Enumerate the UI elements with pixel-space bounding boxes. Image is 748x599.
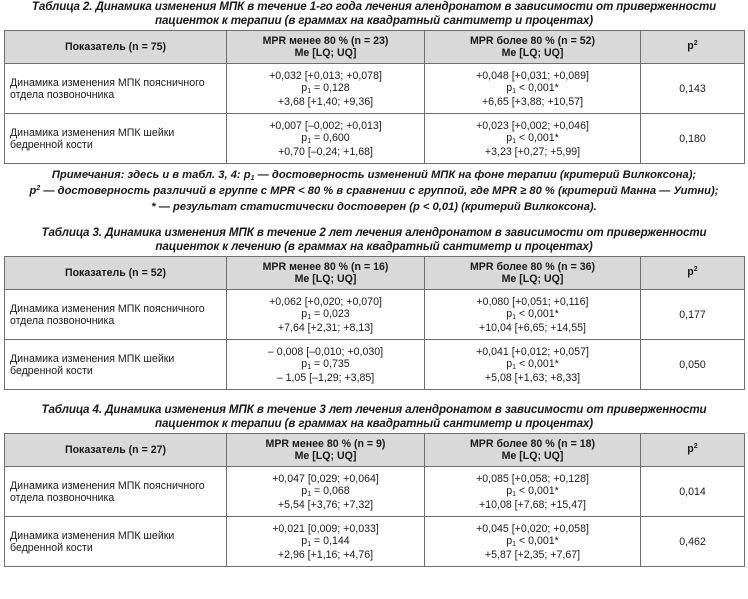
subscript: 1 (250, 175, 255, 182)
table3-header-p2 (641, 257, 745, 290)
p2-cell: 0,462 (641, 517, 745, 567)
subscript: 1 (512, 137, 517, 145)
indicator-line: Динамика изменения МПК шейки (10, 126, 175, 139)
notes-line1-a: Примечания: здесь и в табл. 3, 4: p (51, 169, 251, 181)
table2 (4, 30, 745, 164)
table3-header-mpr-low (227, 257, 425, 290)
table4-caption-line1: Таблица 4. Динамика изменения МПК в течение 3 лет лечения алендронатом в зависимости от приверженности (41, 403, 707, 416)
mpr-low-cell (227, 517, 425, 567)
p-label: p (506, 357, 513, 370)
percent-value: +3,23 [+0,27; +5,99] (484, 145, 581, 158)
table3 (4, 256, 745, 390)
percent-value: – 1,05 [–1,29; +3,85] (276, 371, 375, 384)
table2-header-mpr-high (425, 31, 641, 64)
percent-value: +10,04 [+6,65; +14,55] (479, 321, 586, 334)
table3-header-mpr-high (425, 257, 641, 290)
p-label: p (301, 357, 308, 370)
mpr-low-cell (227, 467, 425, 517)
mpr-low-cell (227, 340, 425, 390)
p-label: p (506, 307, 513, 320)
p-label: p (687, 443, 694, 455)
indicator-line: бедренной кости (10, 364, 93, 377)
table2-header-p2 (641, 31, 745, 64)
indicator-line: Динамика изменения МПК поясничного (10, 76, 205, 89)
notes-line1 (4, 168, 744, 184)
table4-header-indicator: Показатель (n = 27) (5, 434, 227, 467)
mpr-high-cell (425, 340, 641, 390)
indicator-cell (5, 290, 227, 340)
mpr-high-cell (425, 467, 641, 517)
indicator-line: отдела позвоночника (10, 88, 115, 101)
mpr-low-cell (227, 114, 425, 164)
table-notes (4, 168, 744, 214)
notes-line2 (4, 184, 744, 200)
header-line: MPR менее 80 % (n = 16) (262, 261, 389, 273)
table2-caption-line1: Таблица 2. Динамика изменения МПК в течение 1-го года лечения алендронатом в зависимости от приверженности (31, 0, 717, 13)
superscript: 2 (693, 266, 698, 273)
header-line: Me [LQ; UQ] (294, 450, 357, 462)
p1-value (232, 485, 419, 499)
subscript: 1 (307, 540, 312, 548)
subscript: 1 (512, 363, 517, 371)
table2-caption (6, 0, 742, 28)
notes-line2-b: — достоверность различий в группе с MPR < 80 % в сравнении с группой, где MPR ≥ 80 % (критерий Манна — Уитни); (40, 185, 719, 197)
indicator-line: бедренной кости (10, 138, 93, 151)
median-value: +0,047 [0,029; +0,064] (272, 472, 379, 485)
p-number: < 0,001* (516, 484, 559, 497)
indicator-cell (5, 64, 227, 114)
header-line: Me [LQ; UQ] (294, 47, 357, 59)
p-label: p (301, 81, 308, 94)
p-label: p (506, 131, 513, 144)
median-value: +0,062 [+0,020; +0,070] (269, 295, 382, 308)
p-label: p (506, 81, 513, 94)
table-row (5, 64, 745, 114)
table4 (4, 433, 745, 567)
table4-header-p2 (641, 434, 745, 467)
mpr-low-cell (227, 64, 425, 114)
subscript: 1 (307, 363, 312, 371)
mpr-low-cell (227, 290, 425, 340)
p1-value (430, 132, 635, 146)
median-value: +0,085 [+0,058; +0,128] (476, 472, 589, 485)
indicator-line: бедренной кости (10, 541, 93, 554)
p-number: < 0,001* (516, 307, 559, 320)
p2-cell: 0,177 (641, 290, 745, 340)
header-line: Me [LQ; UQ] (501, 273, 564, 285)
table4-header-row (5, 434, 745, 467)
mpr-high-cell (425, 114, 641, 164)
p1-value (430, 535, 635, 549)
median-value: +0,045 [+0,020; +0,058] (476, 522, 589, 535)
percent-value: +10,08 [+7,68; +15,47] (479, 498, 586, 511)
median-value: +0,023 [+0,002; +0,046] (476, 119, 589, 132)
p-label: p (687, 266, 694, 278)
superscript: 2 (693, 40, 698, 47)
percent-value: +5,87 [+2,35; +7,67] (484, 548, 581, 561)
table3-caption-line1: Таблица 3. Динамика изменения МПК в течение 2 лет лечения алендронатом в зависимости от приверженности (41, 226, 707, 239)
median-value: +0,041 [+0,012; +0,057] (476, 345, 589, 358)
header-line: MPR менее 80 % (n = 9) (265, 438, 386, 450)
percent-value: +5,54 [+3,76; +7,32] (277, 498, 374, 511)
indicator-line: Динамика изменения МПК поясничного (10, 302, 205, 315)
table3-header-indicator: Показатель (n = 52) (5, 257, 227, 290)
p-label: p (506, 534, 513, 547)
median-value: +0,032 [+0,013; +0,078] (269, 69, 382, 82)
p2-cell: 0,143 (641, 64, 745, 114)
subscript: 1 (512, 540, 517, 548)
header-line: Me [LQ; UQ] (501, 47, 564, 59)
percent-value: +0,70 [–0,24; +1,68] (278, 145, 373, 158)
header-line: Me [LQ; UQ] (501, 450, 564, 462)
median-value: +0,021 [0,009; +0,033] (272, 522, 379, 535)
subscript: 1 (512, 313, 517, 321)
superscript: 2 (693, 443, 698, 450)
p-number: = 0,128 (311, 81, 350, 94)
percent-value: +3,68 [+1,40; +9,36] (277, 95, 374, 108)
indicator-line: Динамика изменения МПК шейки (10, 529, 175, 542)
p-number: = 0,144 (311, 534, 350, 547)
median-value: – 0,008 [–0,010; +0,030] (267, 345, 384, 358)
p-number: < 0,001* (516, 357, 559, 370)
subscript: 1 (307, 87, 312, 95)
indicator-line: Динамика изменения МПК шейки (10, 352, 175, 365)
indicator-cell (5, 114, 227, 164)
subscript: 1 (307, 313, 312, 321)
median-value: +0,007 [–0,002; +0,013] (269, 119, 382, 132)
median-value: +0,080 [+0,051; +0,116] (476, 295, 589, 308)
indicator-line: Динамика изменения МПК поясничного (10, 479, 205, 492)
p-number: = 0,023 (311, 307, 350, 320)
p-number: < 0,001* (516, 534, 559, 547)
mpr-high-cell (425, 517, 641, 567)
percent-value: +2,96 [+1,16; +4,76] (277, 548, 374, 561)
p1-value (232, 535, 419, 549)
p1-value (430, 82, 635, 96)
indicator-cell (5, 517, 227, 567)
subscript: 1 (512, 490, 517, 498)
p2-cell: 0,180 (641, 114, 745, 164)
subscript: 1 (307, 137, 312, 145)
mpr-high-cell (425, 290, 641, 340)
table3-caption-line2: пациенток к лечению (в граммах на квадратный сантиметр и процентах) (155, 240, 593, 253)
p2-cell: 0,050 (641, 340, 745, 390)
p2-cell: 0,014 (641, 467, 745, 517)
table-row (5, 114, 745, 164)
p-number: = 0,600 (311, 131, 350, 144)
header-line: Me [LQ; UQ] (294, 273, 357, 285)
table4-caption (6, 403, 742, 431)
table2-header-row (5, 31, 745, 64)
table3-caption (6, 226, 742, 254)
superscript: 2 (36, 185, 41, 192)
p1-value (232, 132, 419, 146)
percent-value: +5,08 [+1,63; +8,33] (484, 371, 581, 384)
p-label: p (301, 131, 308, 144)
table4-header-mpr-low (227, 434, 425, 467)
p-number: = 0,735 (311, 357, 350, 370)
percent-value: +6,65 [+3,88; +10,57] (481, 95, 584, 108)
p1-value (232, 82, 419, 96)
p1-value (232, 308, 419, 322)
table3-header-row (5, 257, 745, 290)
p-label: p (506, 484, 513, 497)
subscript: 1 (307, 490, 312, 498)
p-number: < 0,001* (516, 131, 559, 144)
mpr-high-cell (425, 64, 641, 114)
indicator-cell (5, 467, 227, 517)
p-number: < 0,001* (516, 81, 559, 94)
p-label: p (301, 484, 308, 497)
notes-line2-a: p (29, 185, 37, 197)
table-row (5, 290, 745, 340)
p1-value (430, 308, 635, 322)
table-row (5, 517, 745, 567)
p-number: = 0,068 (311, 484, 350, 497)
p1-value (430, 485, 635, 499)
indicator-line: отдела позвоночника (10, 314, 115, 327)
table-row (5, 340, 745, 390)
table2-header-mpr-low (227, 31, 425, 64)
notes-line3: * — результат статистически достоверен (p < 0,01) (критерий Вилкоксона). (151, 201, 597, 213)
p-label: p (301, 307, 308, 320)
p1-value (232, 358, 419, 372)
table4-header-mpr-high (425, 434, 641, 467)
header-line: MPR более 80 % (n = 36) (469, 261, 596, 273)
header-line: MPR более 80 % (n = 52) (469, 35, 596, 47)
p1-value (430, 358, 635, 372)
subscript: 1 (512, 87, 517, 95)
percent-value: +7,64 [+2,31; +8,13] (277, 321, 374, 334)
header-line: MPR более 80 % (n = 18) (469, 438, 596, 450)
table2-header-indicator: Показатель (n = 75) (5, 31, 227, 64)
table-row (5, 467, 745, 517)
indicator-cell (5, 340, 227, 390)
median-value: +0,048 [+0,031; +0,089] (476, 69, 589, 82)
header-line: MPR менее 80 % (n = 23) (262, 35, 389, 47)
notes-line1-b: — достоверность изменений МПК на фоне терапии (критерий Вилкоксона); (254, 169, 697, 181)
table2-caption-line2: пациенток к терапии (в граммах на квадратный сантиметр и процентах) (154, 14, 594, 27)
p-label: p (301, 534, 308, 547)
table4-caption-line2: пациенток к терапии (в граммах на квадратный сантиметр и процентах) (154, 417, 594, 430)
indicator-line: отдела позвоночника (10, 491, 115, 504)
p-label: p (687, 40, 694, 52)
